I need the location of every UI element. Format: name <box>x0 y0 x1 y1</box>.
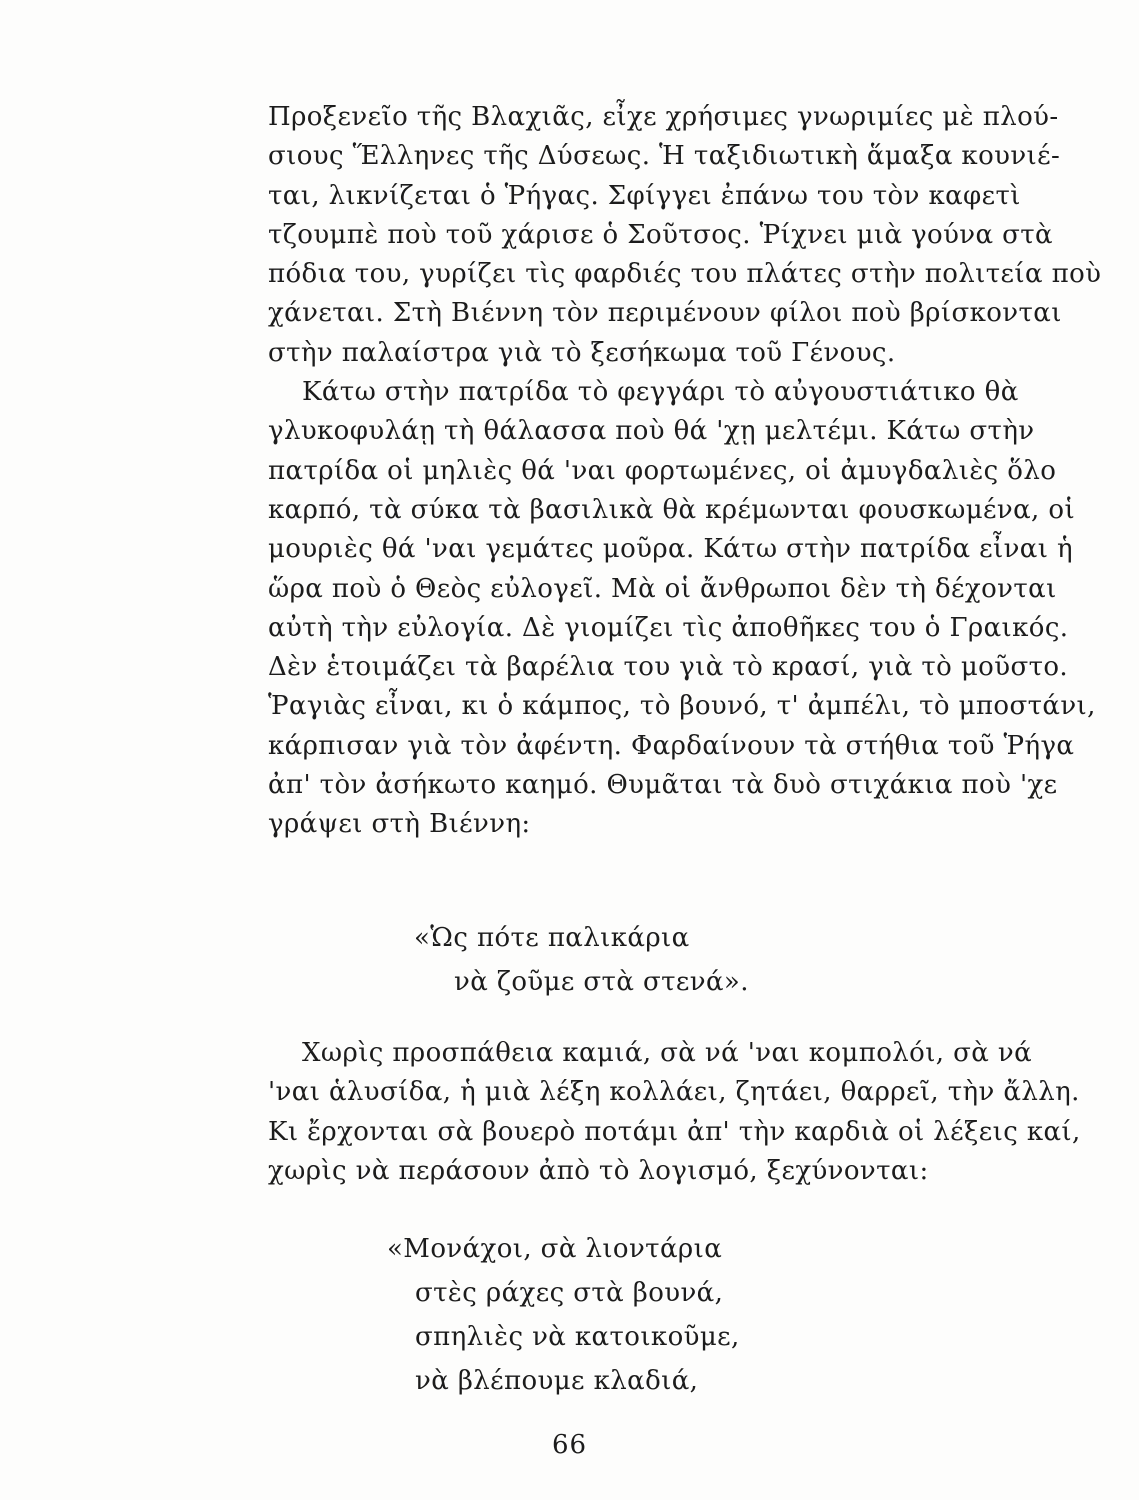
body-text <box>268 98 1102 845</box>
page-number: 66 <box>551 1430 588 1460</box>
text-line: χάνεται. Στὴ Βιέννη τὸν περιμένουν φίλοι ποὺ βρίσκονται <box>268 298 1062 329</box>
text-line: Χωρὶς προσπάθεια καμιά, σὰ νά 'ναι κομπολόι, σὰ νά <box>302 1038 1033 1068</box>
verse-line: σπηλιὲς νὰ κατοικοῦμε, <box>415 1322 740 1352</box>
verse-line: νὰ ζοῦμε στὰ στενά». <box>454 967 749 997</box>
verse-line: στὲς ράχες στὰ βουνά, <box>415 1278 724 1308</box>
text-line: χωρὶς νὰ περάσουν ἀπὸ τὸ λογισμό, ξεχύνονται: <box>268 1155 929 1186</box>
text-line: κάρπισαν γιὰ τὸν ἀφέντη. Φαρδαίνουν τὰ στήθια τοῦ Ῥήγα <box>268 730 1075 761</box>
text-line: ἀπ' τὸν ἀσήκωτο καημό. Θυμᾶται τὰ δυὸ στιχάκια ποὺ 'χε <box>268 770 1058 801</box>
text-line: αὐτὴ τὴν εὐλογία. Δὲ γιομίζει τὶς ἀποθῆκες του ὁ Γραικός. <box>268 612 1069 643</box>
paragraph-1 <box>268 98 1102 373</box>
text-line: Κι ἔρχονται σὰ βουερὸ ποτάμι ἀπ' τὴν καρδιὰ οἱ λέξεις καί, <box>268 1116 1081 1147</box>
text-line: Κάτω στὴν πατρίδα τὸ φεγγάρι τὸ αὐγουστιάτικο θὰ <box>302 377 1019 408</box>
paragraph-2 <box>268 373 1096 845</box>
text-line: μουριὲς θά 'ναι γεμάτες μοῦρα. Κάτω στὴν πατρίδα εἶναι ἡ <box>268 534 1073 565</box>
text-line: ὥρα ποὺ ὁ Θεὸς εὐλογεῖ. Μὰ οἱ ἄνθρωποι δὲν τὴ δέχονται <box>268 573 1057 604</box>
text-line: Προξενεῖο τῆς Βλαχιᾶς, εἶχε χρήσιμες γνωριμίες μὲ πλού- <box>268 102 1059 132</box>
text-line: 'ναι ἁλυσίδα, ἡ μιὰ λέξη κολλάει, ζητάει, θαρρεῖ, τὴν ἄλλη. <box>268 1077 1080 1108</box>
text-line: ται, λικνίζεται ὁ Ῥήγας. Σφίγγει ἐπάνω του τὸν καφετὶ <box>268 180 1021 211</box>
text-line: Δὲν ἑτοιμάζει τὰ βαρέλια του γιὰ τὸ κρασί, γιὰ τὸ μοῦστο. <box>268 652 1069 683</box>
text-line: σιους Ἕλληνες τῆς Δύσεως. Ἡ ταξιδιωτικὴ ἅμαξα κουνιέ- <box>268 141 1061 172</box>
text-line: τζουμπὲ ποὺ τοῦ χάρισε ὁ Σοῦτσος. Ῥίχνει μιὰ γούνα στὰ <box>268 219 1054 250</box>
verse-line: νὰ βλέπουμε κλαδιά, <box>415 1366 699 1396</box>
text-line: πατρίδα οἱ μηλιὲς θά 'ναι φορτωμένες, οἱ ἀμυγδαλιὲς ὅλο <box>268 455 1057 486</box>
text-line: Ῥαγιὰς εἶναι, κι ὁ κάμπος, τὸ βουνό, τ' ἀμπέλι, τὸ μποστάνι, <box>268 691 1096 722</box>
paragraph-3 <box>268 1034 1081 1191</box>
text-line: γλυκοφυλάῃ τὴ θάλασσα ποὺ θά 'χῃ μελτέμι. Κάτω στὴν <box>268 416 1035 447</box>
text-line: γράψει στὴ Βιέννη: <box>268 809 531 840</box>
verse-line: «Μονάχοι, σὰ λιοντάρια <box>387 1234 723 1264</box>
text-line: καρπό, τὰ σύκα τὰ βασιλικὰ θὰ κρέμωνται φουσκωμένα, οἱ <box>268 494 1076 525</box>
text-line: στὴν παλαίστρα γιὰ τὸ ξεσήκωμα τοῦ Γένους. <box>268 337 896 368</box>
text-line: πόδια του, γυρίζει τὶς φαρδιές του πλάτες στὴν πολιτεία ποὺ <box>268 259 1102 290</box>
verse-line: «Ὡς πότε παλικάρια <box>414 923 690 953</box>
